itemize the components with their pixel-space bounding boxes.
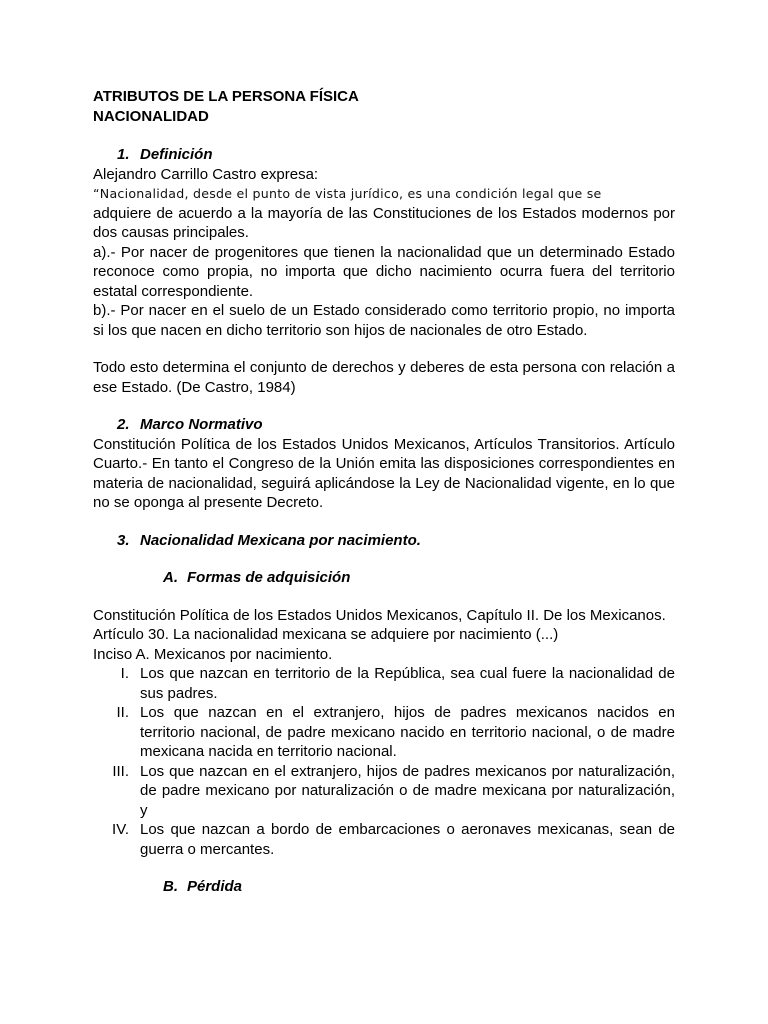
section-1-heading bbox=[117, 145, 675, 165]
marco-normativo-paragraph: Constitución Política de los Estados Unidos Mexicanos, Artículos Transitorios. Artículo Cuarto.- En tanto el Congreso de la Unión emita las disposiciones correspondientes en materia de nacionalidad, seguirá aplicándose la Ley de Nacionalidad vigente, en lo que no se oponga al presente Decreto. bbox=[93, 435, 675, 511]
spacer bbox=[93, 550, 675, 568]
list-item bbox=[93, 762, 675, 821]
section-title: Marco Normativo bbox=[140, 416, 263, 433]
list-text: Los que nazcan en territorio de la República, sea cual fuere la nacionalidad de sus padres. bbox=[140, 665, 675, 702]
section-3-heading bbox=[117, 531, 675, 551]
quote-first-line: “Nacionalidad, desde el punto de vista jurídico, es una condición legal que se bbox=[93, 186, 602, 201]
subsection-b-heading bbox=[163, 877, 675, 897]
subsection-title: Formas de adquisición bbox=[187, 569, 351, 586]
section-number: 2. bbox=[117, 416, 130, 433]
section-title: Definición bbox=[140, 146, 213, 163]
section-title: Nacionalidad Mexicana por nacimiento. bbox=[140, 531, 421, 549]
article-30: Artículo 30. La nacionalidad mexicana se adquiere por nacimiento (...) bbox=[93, 626, 559, 643]
quote-body: adquiere de acuerdo a la mayoría de las Constituciones de los Estados modernos por dos causas principales. bbox=[93, 204, 675, 241]
cause-b-paragraph: b).- Por nacer en el suelo de un Estado considerado como territorio propio, no importa si los que nacen en dicho territorio son hijos de nacionales de otro Estado. bbox=[93, 302, 675, 339]
subsection-letter: A. bbox=[163, 569, 178, 586]
conclusion-paragraph: Todo esto determina el conjunto de derechos y deberes de esta persona con relación a ese Estado. (De Castro, 1984) bbox=[93, 359, 675, 396]
subsection-a-heading bbox=[163, 568, 675, 588]
subsection-title: Pérdida bbox=[187, 878, 243, 895]
subsection-letter: B. bbox=[163, 878, 178, 895]
spacer bbox=[93, 859, 675, 877]
document-page bbox=[93, 87, 675, 897]
author-line: Alejandro Carrillo Castro expresa: bbox=[93, 165, 319, 183]
document-title-line2: NACIONALIDAD bbox=[93, 107, 209, 125]
spacer bbox=[93, 397, 675, 415]
list-text: Los que nazcan en el extranjero, hijos de padres mexicanos nacidos en territorio nacional, de padre mexicano nacido en territorio nacional, o de madre mexicana nacida en territorio nacional. bbox=[140, 704, 675, 760]
list-item bbox=[93, 703, 675, 762]
roman-numeral-list bbox=[93, 664, 675, 859]
section-number: 1. bbox=[117, 146, 130, 163]
spacer bbox=[93, 126, 675, 145]
spacer bbox=[93, 513, 675, 531]
constitution-reference: Constitución Política de los Estados Unidos Mexicanos, Capítulo II. De los Mexicanos. bbox=[93, 606, 666, 624]
inciso-a: Inciso A. Mexicanos por nacimiento. bbox=[93, 645, 333, 663]
list-numeral: IV. bbox=[112, 821, 129, 838]
list-item bbox=[93, 820, 675, 859]
list-text: Los que nazcan a bordo de embarcaciones o aeronaves mexicanas, sean de guerra o mercantes. bbox=[140, 821, 675, 858]
list-text: Los que nazcan en el extranjero, hijos de padres mexicanos por naturalización, de padre mexicano por naturalización o de madre mexicana por naturalización, y bbox=[140, 762, 675, 819]
spacer bbox=[93, 340, 675, 358]
cause-a-paragraph: a).- Por nacer de progenitores que tienen la nacionalidad que un determinado Estado reconoce como propia, no importa que dicho nacimiento ocurra fuera del territorio estatal correspondiente. bbox=[93, 243, 675, 300]
document-title-line1: ATRIBUTOS DE LA PERSONA FÍSICA bbox=[93, 88, 359, 105]
list-numeral: I. bbox=[120, 665, 129, 682]
list-numeral: III. bbox=[112, 762, 129, 780]
list-numeral: II. bbox=[116, 704, 129, 721]
list-item bbox=[93, 664, 675, 703]
spacer bbox=[93, 588, 675, 606]
section-2-heading bbox=[117, 415, 675, 435]
section-number: 3. bbox=[117, 531, 130, 549]
